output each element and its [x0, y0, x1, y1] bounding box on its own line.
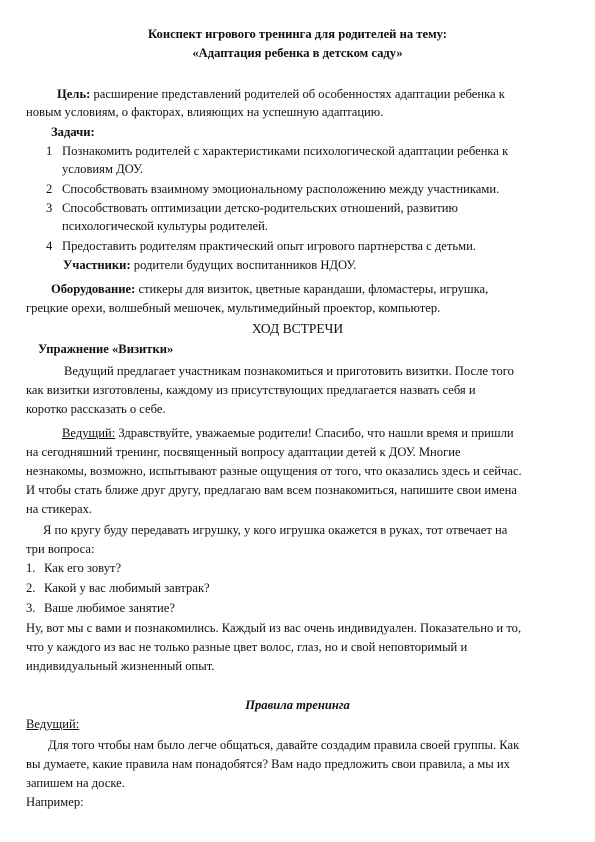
toy-line1: Я по кругу буду передавать игрушку, у кого игрушка окажется в руках, тот отвечает на — [43, 523, 508, 537]
task-item-3 — [46, 200, 458, 216]
goal-label: Цель: — [57, 87, 91, 101]
question-text: Какой у вас любимый завтрак? — [44, 581, 210, 595]
participants-line — [63, 257, 356, 273]
task-text: Способствовать взаимному эмоциональному расположению между участниками. — [62, 182, 500, 196]
question-number: 1. — [26, 561, 36, 575]
question-text: Как его зовут? — [44, 561, 122, 575]
question-item-1 — [26, 560, 121, 576]
question-number: 3. — [26, 601, 36, 615]
question-item-3 — [26, 600, 175, 616]
equipment-line2: грецкие орехи, волшебный мешочек, мультимедийный проектор, компьютер. — [26, 301, 441, 315]
document-title-line2: «Адаптация ребенка в детском саду» — [192, 46, 403, 60]
rules-line3: запишем на доске. — [26, 776, 125, 790]
question-number: 2. — [26, 581, 36, 595]
rules-example: Например: — [26, 795, 84, 809]
equipment-label: Оборудование: — [51, 282, 136, 296]
equipment-text-1: стикеры для визиток, цветные карандаши, фломастеры, игрушка, — [135, 282, 489, 296]
host-speech-line3: незнакомы, возможно, испытывают разные ощущения от того, что оказались здесь и сейчас. — [26, 464, 522, 478]
participants-text: родители будущих воспитанников НДОУ. — [130, 258, 357, 272]
summary-line1: Ну, вот мы с вами и познакомились. Каждый из вас очень индивидуален. Показательно и то, — [26, 621, 522, 635]
question-text: Ваше любимое занятие? — [44, 601, 175, 615]
goal-line2: новым условиям, о факторах, влияющих на успешную адаптацию. — [26, 105, 384, 119]
summary-line2: что у каждого из вас не только разные цвет волос, глаз, но и свой неповторимый и — [26, 640, 468, 654]
host-speech-text-1: Здравствуйте, уважаемые родители! Спасибо, что нашли время и пришли — [115, 426, 514, 440]
host-speech-line2: на сегодняшний тренинг, посвященный вопросу адаптации детей к ДОУ. Многие — [26, 445, 461, 459]
equipment-line1 — [51, 281, 488, 297]
task-item-2 — [46, 181, 499, 197]
rules-title: Правила тренинга — [245, 698, 350, 712]
task-number: 3 — [46, 201, 53, 215]
host-speech-line1 — [62, 425, 514, 441]
exercise-line1: Ведущий предлагает участникам познакомиться и приготовить визитки. После того — [64, 364, 514, 378]
task-item-4 — [46, 238, 476, 254]
exercise-line2: как визитки изготовлены, каждому из присутствующих предлагается назвать себя и — [26, 383, 476, 397]
host-speech-line4: И чтобы стать ближе друг другу, предлагаю вам всем познакомиться, напишите свои имена — [26, 483, 517, 497]
task-text: Способствовать оптимизации детско-родительских отношений, развитию — [62, 201, 458, 215]
rules-host-label: Ведущий: — [26, 717, 80, 731]
toy-line2: три вопроса: — [26, 542, 95, 556]
task-number: 1 — [46, 144, 53, 158]
task-number: 4 — [46, 239, 53, 253]
rules-line1: Для того чтобы нам было легче общаться, давайте создадим правила своей группы. Как — [48, 738, 520, 752]
task-item-3-cont: психологической культуры родителей. — [62, 219, 268, 233]
task-text: Познакомить родителей с характеристиками психологической адаптации ребенка к — [62, 144, 509, 158]
rules-line2: вы думаете, какие правила нам понадобятся? Вам надо предложить свои правила, а мы их — [26, 757, 510, 771]
exercise-title: Упражнение «Визитки» — [38, 342, 174, 356]
task-text: Предоставить родителям практический опыт игрового партнерства с детьми. — [62, 239, 476, 253]
document-title-line1: Конспект игрового тренинга для родителей на тему: — [148, 27, 447, 41]
tasks-heading: Задачи: — [51, 125, 95, 139]
host-label: Ведущий: — [62, 426, 116, 440]
exercise-line3: коротко рассказать о себе. — [26, 402, 166, 416]
question-item-2 — [26, 580, 210, 596]
summary-line3: индивидуальный жизненный опыт. — [26, 659, 215, 673]
task-item-1 — [46, 143, 570, 159]
participants-label: Участники: — [63, 258, 131, 272]
task-number: 2 — [46, 182, 53, 196]
section-heading: ХОД ВСТРЕЧИ — [251, 321, 344, 336]
goal-text-1: расширение представлений родителей об особенностях адаптации ребенка к — [90, 87, 505, 101]
host-speech-line5: на стикерах. — [26, 502, 93, 516]
goal-line1 — [57, 86, 505, 102]
task-item-1-cont: условиям ДОУ. — [62, 162, 144, 176]
